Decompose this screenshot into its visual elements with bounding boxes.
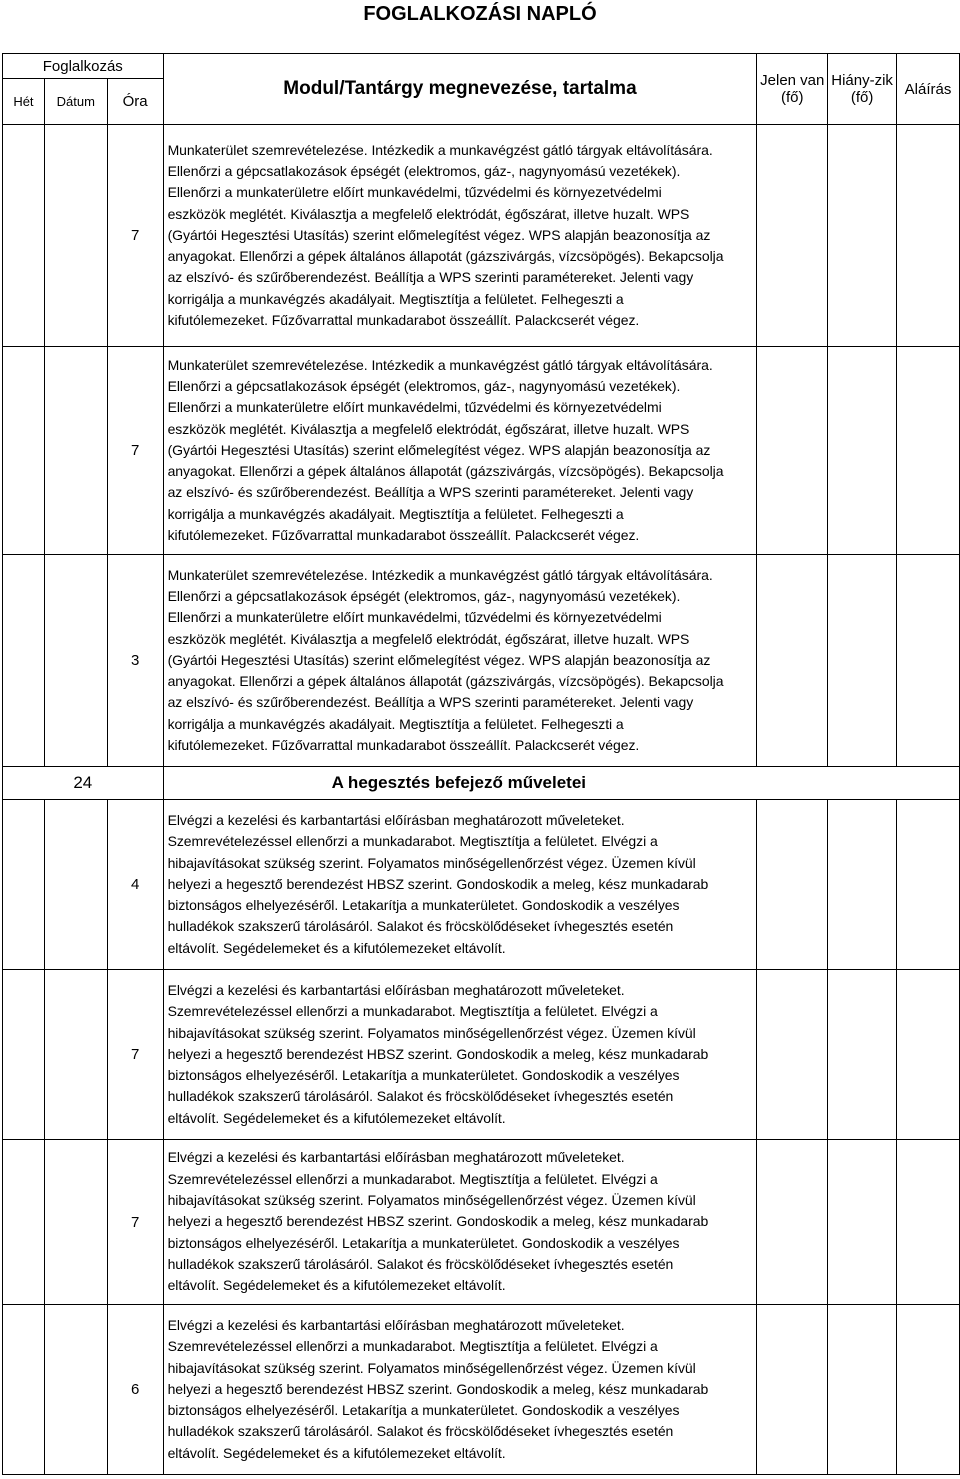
date-cell bbox=[44, 125, 107, 347]
absent-cell bbox=[828, 800, 897, 970]
header-ora: Óra bbox=[107, 79, 163, 125]
content-line: helyezi a hegesztő berendezést HBSZ szerint. Gondoskodik a meleg, kész munkadarab bbox=[167, 1380, 709, 1397]
present-cell bbox=[757, 347, 828, 555]
date-cell bbox=[44, 800, 107, 970]
content-cell bbox=[163, 347, 757, 555]
header-datum: Dátum bbox=[44, 79, 107, 125]
date-cell bbox=[44, 555, 107, 767]
absent-cell bbox=[828, 125, 897, 347]
content-line: eltávolít. Segédelemeket és a kifutólemezeket eltávolít. bbox=[167, 1109, 506, 1126]
date-cell bbox=[44, 1140, 107, 1305]
content-line: eszközök meglétét. Kiválasztja a megfelelő elektródát, égőszárat, illetve huzalt. WPS bbox=[167, 630, 690, 647]
content-line: kifutólemezeket. Fűzővarrattal munkadarabot összeállít. Palackcserét végez. bbox=[167, 737, 640, 754]
content-line: Munkaterület szemrevételezése. Intézkedik a munkavégzést gátló tárgyak eltávolítására. bbox=[167, 356, 713, 373]
content-line: Ellenőrzi a gépcsatlakozások épségét (elektromos, gáz-, nagynyomású vezetékek). bbox=[167, 377, 681, 394]
content-line: Ellenőrzi a gépcsatlakozások épségét (elektromos, gáz-, nagynyomású vezetékek). bbox=[167, 587, 681, 604]
content-line: Szemrevételezéssel ellenőrzi a munkadarabot. Megtisztítja a felületet. Elvégzi a bbox=[167, 1170, 658, 1187]
signature-cell bbox=[897, 125, 960, 347]
signature-cell bbox=[897, 347, 960, 555]
content-line: helyezi a hegesztő berendezést HBSZ szerint. Gondoskodik a meleg, kész munkadarab bbox=[167, 1045, 709, 1062]
date-cell bbox=[44, 1305, 107, 1475]
content-line: hulladékok szakszerű tárolásáról. Salakot és fröcskölődéseket ívhegesztés esetén bbox=[167, 918, 674, 935]
header-jelen-van-line2: (fő) bbox=[781, 89, 804, 106]
content-line: eltávolít. Segédelemeket és a kifutólemezeket eltávolít. bbox=[167, 1444, 506, 1461]
content-line: Munkaterület szemrevételezése. Intézkedik a munkavégzést gátló tárgyak eltávolítására. bbox=[167, 566, 713, 583]
hours-cell: 4 bbox=[107, 800, 163, 970]
log-row bbox=[3, 1140, 960, 1305]
content-cell bbox=[163, 970, 757, 1140]
content-cell bbox=[163, 555, 757, 767]
content-line: hibajavításokat szükség szerint. Folyamatos minőségellenőrzést végez. Üzemen kívül bbox=[167, 854, 696, 871]
content-cell bbox=[163, 1140, 757, 1305]
hours-cell: 7 bbox=[107, 347, 163, 555]
content-line: Ellenőrzi a munkaterületre előírt munkavédelmi, tűzvédelmi és környezetvédelmi bbox=[167, 184, 662, 201]
content-line: anyagokat. Ellenőrzi a gépek általános állapotát (gázszivárgás, vízcsöpögés). Bekapcsolja bbox=[167, 673, 724, 690]
content-line: az elszívó- és szűrőberendezést. Beállítja a WPS szerinti paramétereket. Jelenti vagy bbox=[167, 269, 694, 286]
section-title: A hegesztés befejező műveletei bbox=[163, 767, 959, 800]
absent-cell bbox=[828, 347, 897, 555]
content-line: hibajavításokat szükség szerint. Folyamatos minőségellenőrzést végez. Üzemen kívül bbox=[167, 1359, 696, 1376]
content-line: hulladékok szakszerű tárolásáról. Salakot és fröcskölődéseket ívhegesztés esetén bbox=[167, 1255, 674, 1272]
content-line: korrigálja a munkavégzés akadályait. Megtisztítja a felületet. Felhegeszti a bbox=[167, 290, 624, 307]
content-line: az elszívó- és szűrőberendezést. Beállítja a WPS szerinti paramétereket. Jelenti vagy bbox=[167, 484, 694, 501]
header-foglalkozas: Foglalkozás bbox=[3, 54, 164, 79]
present-cell bbox=[757, 1140, 828, 1305]
present-cell bbox=[757, 800, 828, 970]
content-line: biztonságos elhelyezéséről. Letakarítja a munkaterületet. Gondoskodik a veszélyes bbox=[167, 1402, 680, 1419]
hours-cell: 6 bbox=[107, 1305, 163, 1475]
content-line: (Gyártói Hegesztési Utasítás) szerint előmelegítést végez. WPS alapján beazonosítja az bbox=[167, 651, 711, 668]
present-cell bbox=[757, 970, 828, 1140]
log-row bbox=[3, 125, 960, 347]
content-line: biztonságos elhelyezéséről. Letakarítja a munkaterületet. Gondoskodik a veszélyes bbox=[167, 1067, 680, 1084]
content-line: helyezi a hegesztő berendezést HBSZ szerint. Gondoskodik a meleg, kész munkadarab bbox=[167, 1213, 709, 1230]
week-cell bbox=[3, 1140, 45, 1305]
content-cell bbox=[163, 1305, 757, 1475]
signature-cell bbox=[897, 800, 960, 970]
content-line: Elvégzi a kezelési és karbantartási előírásban meghatározott műveleteket. bbox=[167, 811, 625, 828]
content-line: Ellenőrzi a munkaterületre előírt munkavédelmi, tűzvédelmi és környezetvédelmi bbox=[167, 609, 662, 626]
signature-cell bbox=[897, 1305, 960, 1475]
content-cell bbox=[163, 125, 757, 347]
content-line: biztonságos elhelyezéséről. Letakarítja a munkaterületet. Gondoskodik a veszélyes bbox=[167, 1234, 680, 1251]
activity-log-table bbox=[2, 53, 960, 1475]
week-cell bbox=[3, 555, 45, 767]
header-hianyzik-line1: Hiány-zik bbox=[831, 72, 893, 89]
content-line: Szemrevételezéssel ellenőrzi a munkadarabot. Megtisztítja a felületet. Elvégzi a bbox=[167, 1338, 658, 1355]
log-row bbox=[3, 1305, 960, 1475]
log-row bbox=[3, 970, 960, 1140]
content-line: korrigálja a munkavégzés akadályait. Megtisztítja a felületet. Felhegeszti a bbox=[167, 505, 624, 522]
log-row bbox=[3, 800, 960, 970]
log-row bbox=[3, 347, 960, 555]
content-line: hibajavításokat szükség szerint. Folyamatos minőségellenőrzést végez. Üzemen kívül bbox=[167, 1192, 696, 1209]
absent-cell bbox=[828, 1305, 897, 1475]
content-line: Elvégzi a kezelési és karbantartási előírásban meghatározott műveleteket. bbox=[167, 981, 625, 998]
section-row bbox=[3, 767, 960, 800]
header-het: Hét bbox=[3, 79, 45, 125]
header-jelen-van-line1: Jelen van bbox=[760, 72, 825, 89]
content-line: Szemrevételezéssel ellenőrzi a munkadarabot. Megtisztítja a felületet. Elvégzi a bbox=[167, 833, 658, 850]
absent-cell bbox=[828, 1140, 897, 1305]
hours-cell: 7 bbox=[107, 1140, 163, 1305]
content-line: Munkaterület szemrevételezése. Intézkedik a munkavégzést gátló tárgyak eltávolítására. bbox=[167, 141, 713, 158]
header-alairas: Aláírás bbox=[897, 54, 960, 125]
content-line: Ellenőrzi a munkaterületre előírt munkavédelmi, tűzvédelmi és környezetvédelmi bbox=[167, 399, 662, 416]
content-line: helyezi a hegesztő berendezést HBSZ szerint. Gondoskodik a meleg, kész munkadarab bbox=[167, 875, 709, 892]
present-cell bbox=[757, 125, 828, 347]
content-line: Szemrevételezéssel ellenőrzi a munkadarabot. Megtisztítja a felületet. Elvégzi a bbox=[167, 1003, 658, 1020]
week-cell bbox=[3, 800, 45, 970]
week-cell bbox=[3, 1305, 45, 1475]
hours-cell: 3 bbox=[107, 555, 163, 767]
present-cell bbox=[757, 555, 828, 767]
content-line: hulladékok szakszerű tárolásáról. Salakot és fröcskölődéseket ívhegesztés esetén bbox=[167, 1423, 674, 1440]
content-line: biztonságos elhelyezéséről. Letakarítja a munkaterületet. Gondoskodik a veszélyes bbox=[167, 897, 680, 914]
content-line: Elvégzi a kezelési és karbantartási előírásban meghatározott műveleteket. bbox=[167, 1149, 625, 1166]
absent-cell bbox=[828, 555, 897, 767]
signature-cell bbox=[897, 555, 960, 767]
content-line: (Gyártói Hegesztési Utasítás) szerint előmelegítést végez. WPS alapján beazonosítja az bbox=[167, 226, 711, 243]
content-line: anyagokat. Ellenőrzi a gépek általános állapotát (gázszivárgás, vízcsöpögés). Bekapcsolja bbox=[167, 248, 724, 265]
absent-cell bbox=[828, 970, 897, 1140]
content-line: hulladékok szakszerű tárolásáról. Salakot és fröcskölődéseket ívhegesztés esetén bbox=[167, 1088, 674, 1105]
content-line: anyagokat. Ellenőrzi a gépek általános állapotát (gázszivárgás, vízcsöpögés). Bekapcsolja bbox=[167, 463, 724, 480]
header-modul: Modul/Tantárgy megnevezése, tartalma bbox=[163, 54, 757, 125]
header-hianyzik-line2: (fő) bbox=[850, 89, 874, 106]
hours-cell: 7 bbox=[107, 970, 163, 1140]
content-line: eltávolít. Segédelemeket és a kifutólemezeket eltávolít. bbox=[167, 1277, 506, 1294]
document-title: FOGLALKOZÁSI NAPLÓ bbox=[363, 3, 597, 25]
signature-cell bbox=[897, 970, 960, 1140]
content-line: kifutólemezeket. Fűzővarrattal munkadarabot összeállít. Palackcserét végez. bbox=[167, 312, 640, 329]
section-hours: 24 bbox=[3, 767, 164, 800]
content-line: kifutólemezeket. Fűzővarrattal munkadarabot összeállít. Palackcserét végez. bbox=[167, 527, 640, 544]
present-cell bbox=[757, 1305, 828, 1475]
week-cell bbox=[3, 347, 45, 555]
date-cell bbox=[44, 970, 107, 1140]
log-row bbox=[3, 555, 960, 767]
content-line: Ellenőrzi a gépcsatlakozások épségét (elektromos, gáz-, nagynyomású vezetékek). bbox=[167, 162, 681, 179]
week-cell bbox=[3, 125, 45, 347]
content-line: eltávolít. Segédelemeket és a kifutólemezeket eltávolít. bbox=[167, 939, 506, 956]
signature-cell bbox=[897, 1140, 960, 1305]
content-line: korrigálja a munkavégzés akadályait. Megtisztítja a felületet. Felhegeszti a bbox=[167, 715, 624, 732]
date-cell bbox=[44, 347, 107, 555]
hours-cell: 7 bbox=[107, 125, 163, 347]
content-line: (Gyártói Hegesztési Utasítás) szerint előmelegítést végez. WPS alapján beazonosítja az bbox=[167, 441, 711, 458]
content-cell bbox=[163, 800, 757, 970]
header-hianyzik bbox=[828, 54, 897, 125]
content-line: eszközök meglétét. Kiválasztja a megfelelő elektródát, égőszárat, illetve huzalt. WPS bbox=[167, 205, 690, 222]
content-line: Elvégzi a kezelési és karbantartási előírásban meghatározott műveleteket. bbox=[167, 1316, 625, 1333]
header-jelen-van bbox=[757, 54, 828, 125]
content-line: hibajavításokat szükség szerint. Folyamatos minőségellenőrzést végez. Üzemen kívül bbox=[167, 1024, 696, 1041]
content-line: eszközök meglétét. Kiválasztja a megfelelő elektródát, égőszárat, illetve huzalt. WPS bbox=[167, 420, 690, 437]
week-cell bbox=[3, 970, 45, 1140]
content-line: az elszívó- és szűrőberendezést. Beállítja a WPS szerinti paramétereket. Jelenti vagy bbox=[167, 694, 694, 711]
